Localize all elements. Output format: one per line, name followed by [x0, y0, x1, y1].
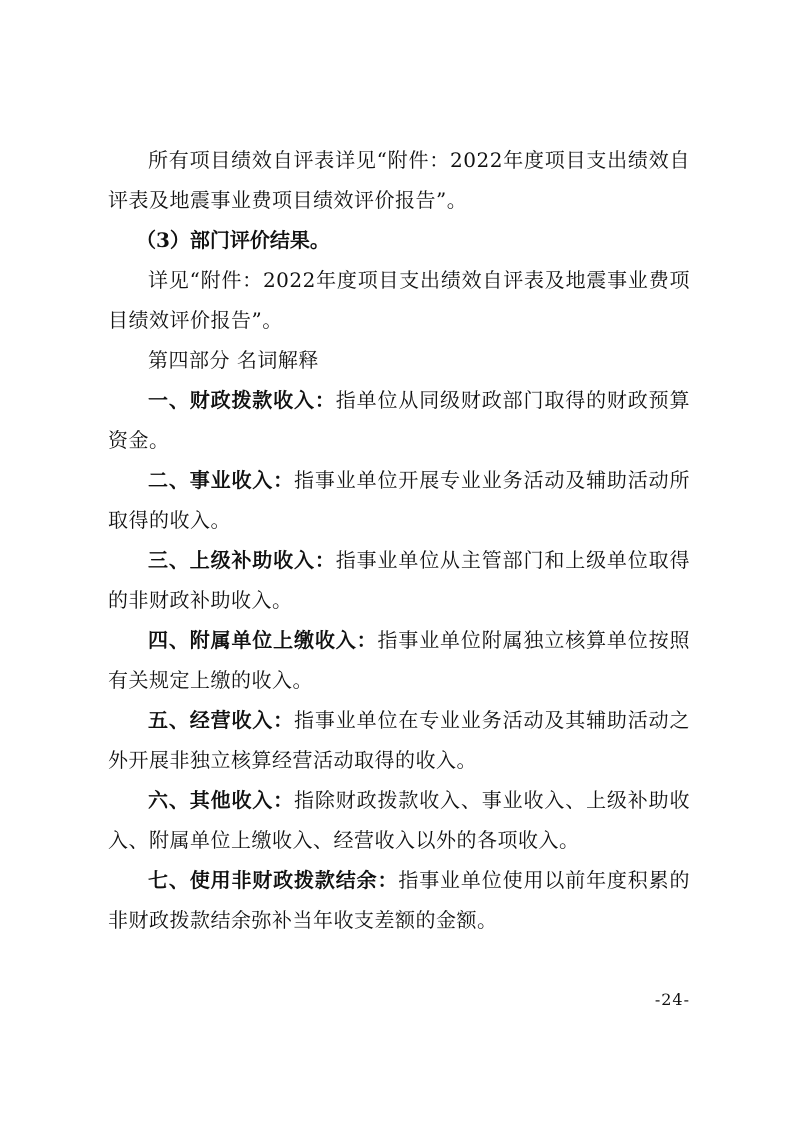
definition-text: 指事业单位从主管部门和上级单位取得的非财政补助收入。	[108, 548, 691, 612]
paragraph-self-evaluation: 所有项目绩效自评表详见“附件：2022年度项目支出绩效自评表及地震事业费项目绩效评价报告”。	[108, 148, 690, 212]
definition-text: 指单位从同级财政部门取得的财政预算资金。	[108, 388, 691, 452]
definition-term: 三、上级补助收入：	[148, 548, 336, 572]
definition-business-income	[108, 460, 690, 540]
definition-superior-subsidy	[108, 540, 690, 620]
definition-text: 指事业单位在专业业务活动及其辅助活动之外开展非独立核算经营活动取得的收入。	[108, 708, 691, 772]
definition-operating-income	[108, 700, 690, 780]
definition-fiscal-appropriation	[108, 380, 690, 460]
definition-term: 七、使用非财政拨款结余：	[148, 868, 399, 892]
document-page	[108, 140, 690, 940]
definition-text: 指除财政拨款收入、事业收入、上级补助收入、附属单位上缴收入、经营收入以外的各项收入。	[108, 788, 691, 852]
definition-text: 指事业单位使用以前年度积累的非财政拨款结余弥补当年收支差额的金额。	[108, 868, 691, 932]
definition-term: 二、事业收入：	[148, 468, 295, 492]
section-title-glossary: 第四部分 名词解释	[148, 348, 319, 372]
paragraph-see-attachment: 详见“附件：2022年度项目支出绩效自评表及地震事业费项目绩效评价报告”。	[108, 268, 690, 332]
definition-text: 指事业单位附属独立核算单位按照有关规定上缴的收入。	[108, 628, 691, 692]
definition-affiliated-remittance	[108, 620, 690, 700]
definition-text: 指事业单位开展专业业务活动及辅助活动所取得的收入。	[108, 468, 691, 532]
page-number: -24-	[654, 990, 690, 1009]
definition-term: 四、附属单位上缴收入：	[148, 628, 378, 652]
definition-other-income	[108, 780, 690, 860]
heading-dept-evaluation: （3）部门评价结果。	[136, 228, 330, 252]
definition-non-fiscal-surplus	[108, 860, 690, 940]
definition-term: 六、其他收入：	[148, 788, 295, 812]
definition-term: 五、经营收入：	[148, 708, 295, 732]
definition-term: 一、财政拨款收入：	[148, 388, 336, 412]
